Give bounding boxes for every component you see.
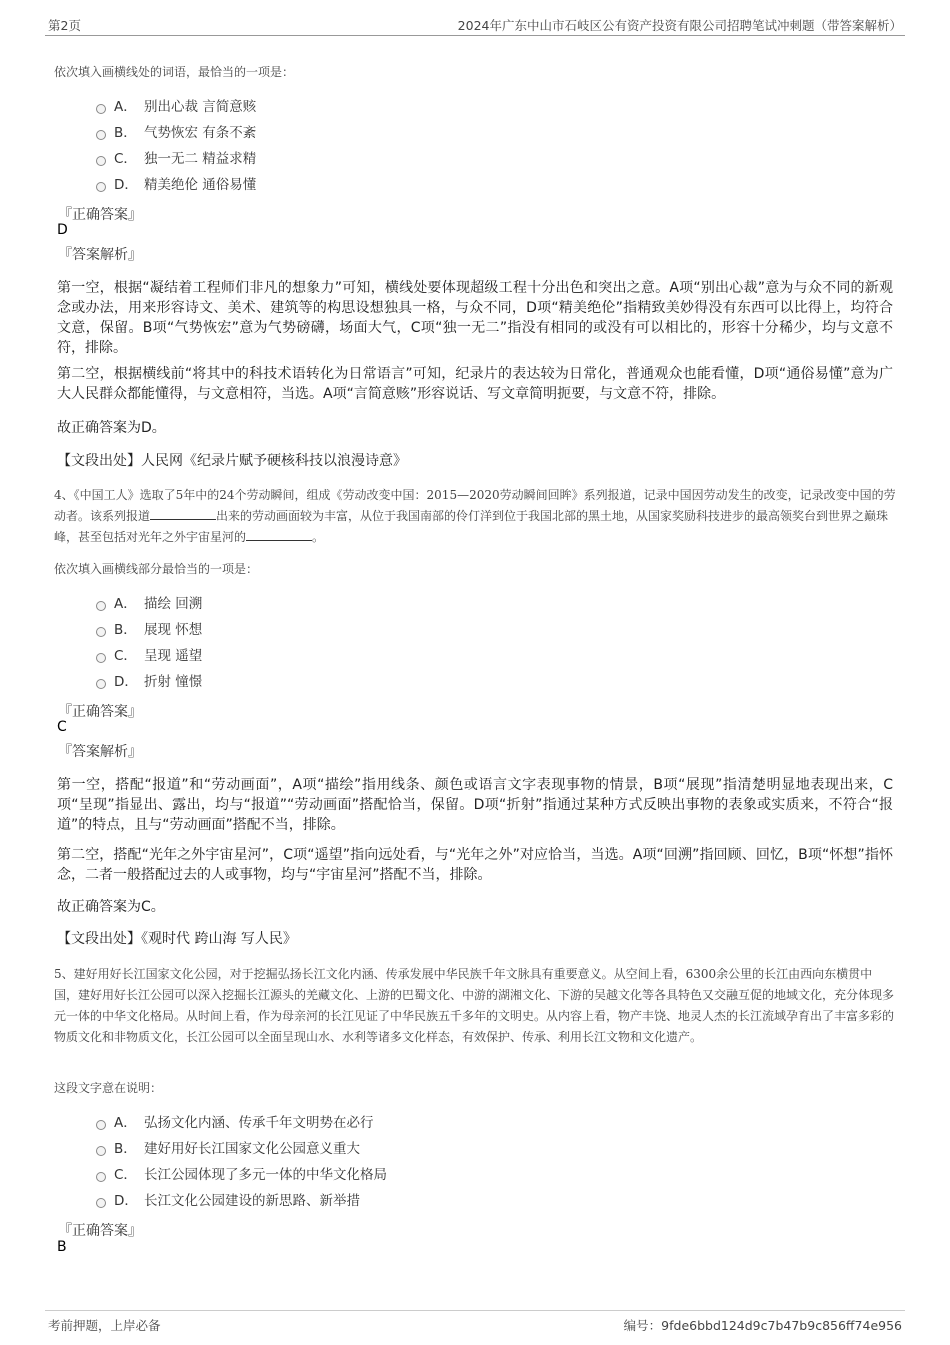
q3-source: 【文段出处】人民网《纪录片赋予硬核科技以浪漫诗意》: [57, 453, 407, 469]
radio-button-icon[interactable]: [96, 104, 106, 114]
q4-answer-tag: 『正确答案』: [58, 704, 142, 720]
q5-answer: B: [57, 1239, 67, 1255]
q4-analysis-tag: 『答案解析』: [58, 744, 142, 760]
q5-stem: 5、建好用好长江国家文化公园，对于挖掘弘扬长江文化内涵、传承发展中华民族千年文脉具有重要意义。从空间上看，6300余公里的长江由西向东横贯中国，建好用好长江公园可以深入挖掘长江源头的羌藏文化、上游的巴蜀文化、中游的湖湘文化、下游的吴越文化等各具特色又交融互促的地域文化，充分体现多元一体的中华文化格局。从时间上看，作为母亲河的长江见证了中华民族五千多年的文明史。从内容上看，物产丰饶、地灵人杰的长江流域孕育出了丰富多彩的物质文化和非物质文化，长江公园可以全面呈现山水、水利等诸多文化样态，有效保护、传承、利用长江文物和文化遗产。: [54, 967, 895, 1044]
radio-button-icon[interactable]: [96, 1120, 106, 1130]
q4-analysis-2: 第二空，搭配“光年之外宇宙星河”，C项“遥望”指向远处看，与“光年之外”对应恰当，当选。A项“回溯”指回顾、回忆，B项“怀想”指怀念，二者一般搭配过去的人或事物，均与“宇宙星河”搭配不当，排除。: [57, 847, 893, 883]
q4-prompt: 依次填入画横线部分最恰当的一项是：: [54, 562, 259, 576]
page-header: [45, 14, 905, 36]
q3-analysis-tag: 『答案解析』: [58, 247, 142, 263]
page-footer: [45, 1310, 905, 1334]
q3-answer-tag: 『正确答案』: [58, 207, 142, 223]
radio-button-icon[interactable]: [96, 1198, 106, 1208]
q3-analysis-2: 第二空，根据横线前“将其中的科技术语转化为日常语言”可知，纪录片的表达较为日常化，普通观众也能看懂，D项“通俗易懂”意为广大人民群众都能懂得，与文意相符，当选。A项“言简意赅”形容说话、写文章简明扼要，与文意不符，排除。: [57, 366, 893, 402]
q3-conclusion: 故正确答案为D。: [57, 420, 166, 436]
q4-answer: C: [57, 719, 67, 735]
radio-button-icon[interactable]: [96, 1172, 106, 1182]
blank-line: [246, 529, 312, 541]
radio-button-icon[interactable]: [96, 653, 106, 663]
radio-button-icon[interactable]: [96, 1146, 106, 1156]
radio-button-icon[interactable]: [96, 130, 106, 140]
document-title: 2024年广东中山市石岐区公有资产投资有限公司招聘笔试冲刺题（带答案解析）: [457, 18, 902, 33]
page-number: 第2页: [48, 18, 81, 33]
radio-button-icon[interactable]: [96, 182, 106, 192]
radio-button-icon[interactable]: [96, 601, 106, 611]
radio-button-icon[interactable]: [96, 679, 106, 689]
q3-answer: D: [57, 222, 68, 238]
footer-slogan: 考前押题，上岸必备: [48, 1318, 161, 1333]
blank-line: [150, 508, 216, 520]
q4-source: 【文段出处】《观时代 跨山海 写人民》: [57, 931, 297, 947]
q5-answer-tag: 『正确答案』: [58, 1223, 142, 1239]
q3-analysis-1: 第一空，根据“凝结着工程师们非凡的想象力”可知，横线处要体现超级工程十分出色和突出之意。A项“别出心裁”意为与众不同的新观念或办法，用来形容诗文、美术、建筑等的构思设想独具一格，与众不同，D项“精美绝伦”指精致美妙得没有东西可以比得上，均符合文意，保留。B项“气势恢宏”意为气势磅礴，场面大气，C项“独一无二”指没有相同的或没有可以相比的，形容十分稀少，均与文意不符，排除。: [57, 280, 893, 356]
q3-prompt: 依次填入画横线处的词语，最恰当的一项是：: [54, 65, 295, 79]
radio-button-icon[interactable]: [96, 156, 106, 166]
q4-stem: 4、《中国工人》选取了5年中的24个劳动瞬间，组成《劳动改变中国：2015—2020劳动瞬间回眸》系列报道，记录中国因劳动发生的改变，记录改变中国的劳动者。该系列报道 出来的劳动画面较为丰富，从位于我国南部的伶仃洋到位于我国北部的黑土地，从国家奖励科技进步的最高领奖台到世界之巅珠峰，甚至包括对光年之外宇宙星河的 。: [54, 488, 896, 544]
q4-analysis-1: 第一空，搭配“报道”和“劳动画面”，A项“描绘”指用线条、颜色或语言文字表现事物的情景，B项“展现”指清楚明显地表现出来，C项“呈现”指显出、露出，均与“报道”“劳动画面”搭配恰当，保留。D项“折射”指通过某种方式反映出事物的表象或实质来，不符合“报道”的特点，且与“劳动画面”搭配不当，排除。: [57, 777, 893, 833]
q5-prompt: 这段文字意在说明：: [54, 1081, 163, 1095]
document-code: 编号：9fde6bbd124d9c7b47b9c856ff74e956: [623, 1318, 902, 1333]
radio-button-icon[interactable]: [96, 627, 106, 637]
q4-conclusion: 故正确答案为C。: [57, 899, 165, 915]
